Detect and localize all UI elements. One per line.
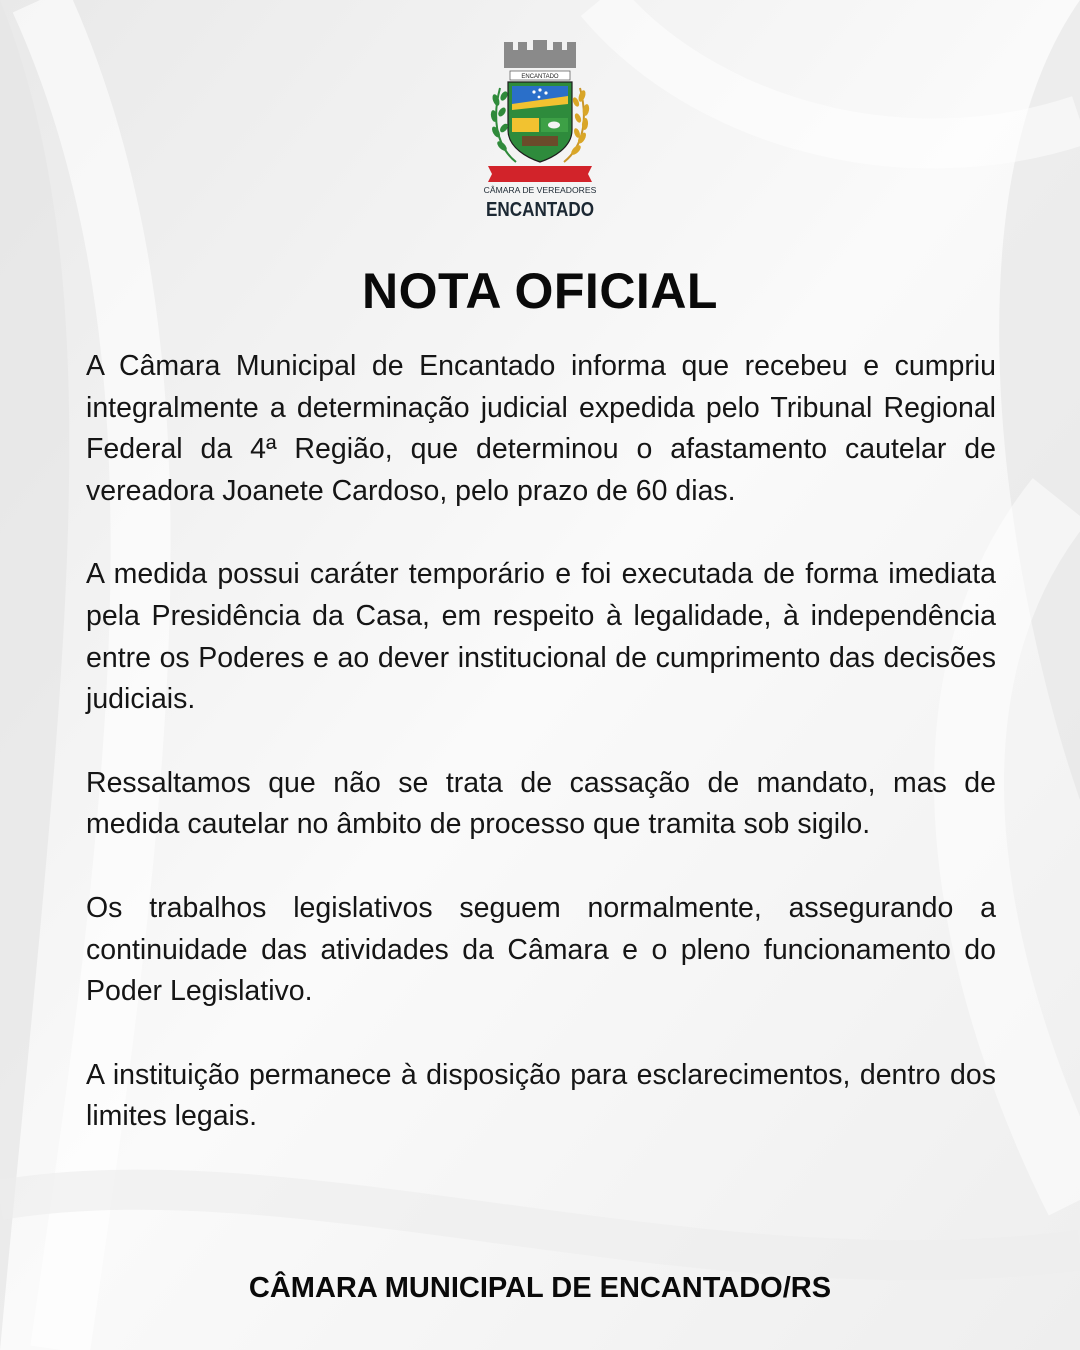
shield-icon — [508, 82, 572, 162]
paragraph-5: A instituição permanece à disposição para esclarecimentos, dentro dos limites legais. — [86, 1058, 996, 1133]
logo-banner-text: ENCANTADO — [521, 74, 559, 80]
logo-caption-line2: ENCANTADO — [486, 199, 594, 221]
logo-caption-line1: CÂMARA DE VEREADORES — [483, 185, 597, 195]
ribbon-icon — [488, 166, 592, 182]
paragraph-2: A medida possui caráter temporário e foi executada de forma imediata pela Presidência da Casa, em respeito à legalidade, à independência entre os Poderes e ao dever institucional de cumprimento das decisões judiciais. — [86, 558, 996, 716]
signature: CÂMARA MUNICIPAL DE ENCANTADO/RS — [248, 1272, 832, 1304]
crown-icon — [504, 40, 576, 68]
paragraph-1: A Câmara Municipal de Encantado informa que recebeu e cumpriu integralmente a determinação judicial expedida pelo Tribunal Regional Federal da 4ª Região, que determinou o afastamento cautelar de vereadora Joanete Cardoso, pelo prazo de 60 dias. — [86, 350, 996, 507]
paragraph-3: Ressaltamos que não se trata de cassação de mandato, mas de medida cautelar no âmbito de processo que tramita sob sigilo. — [86, 766, 996, 841]
note-body — [86, 346, 996, 1180]
page-title: NOTA OFICIAL — [362, 263, 718, 319]
paragraph-4: Os trabalhos legislativos seguem normalmente, assegurando a continuidade das atividades da Câmara e o pleno funcionamento do Poder Legislativo. — [86, 891, 996, 1008]
camara-coat-of-arms-logo — [482, 38, 598, 224]
